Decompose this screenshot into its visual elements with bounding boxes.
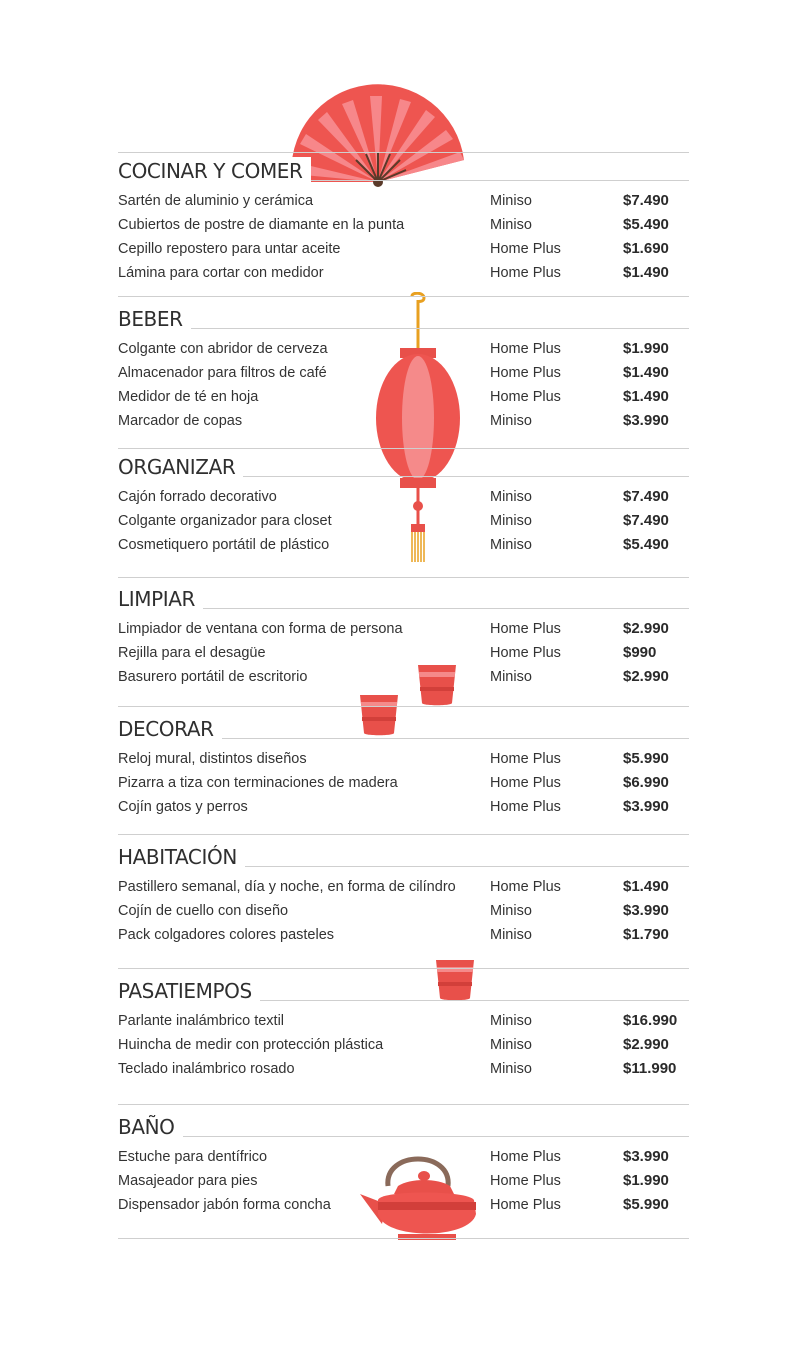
item-row <box>118 617 689 641</box>
item-name: Pack colgadores colores pasteles <box>118 927 335 943</box>
item-store: Home Plus <box>490 241 561 257</box>
item-row <box>118 795 689 819</box>
item-price: $1.490 <box>623 388 669 405</box>
item-store: Miniso <box>490 217 532 233</box>
item-price: $1.990 <box>623 340 669 357</box>
section-title: DECORAR <box>118 715 222 743</box>
menu-section <box>118 715 689 819</box>
item-store: Miniso <box>490 1061 532 1077</box>
item-row <box>118 533 689 557</box>
item-name: Cepillo repostero para untar aceite <box>118 241 341 257</box>
item-row <box>118 899 689 923</box>
item-price: $16.990 <box>623 1012 678 1029</box>
item-price: $2.990 <box>623 620 669 637</box>
item-price: $2.990 <box>623 1036 669 1053</box>
item-store: Home Plus <box>490 1197 561 1213</box>
section-divider <box>118 968 689 969</box>
item-row <box>118 875 689 899</box>
section-title: BEBER <box>118 305 191 333</box>
item-store: Home Plus <box>490 775 561 791</box>
item-list <box>118 747 689 819</box>
item-row <box>118 485 689 509</box>
item-price: $11.990 <box>623 1060 677 1077</box>
section-title: BAÑO <box>118 1113 183 1141</box>
item-name: Reloj mural, distintos diseños <box>118 751 307 767</box>
item-store: Home Plus <box>490 1149 561 1165</box>
item-name: Medidor de té en hoja <box>118 389 259 405</box>
item-store: Home Plus <box>490 389 561 405</box>
item-row <box>118 385 689 409</box>
section-title: ORGANIZAR <box>118 453 243 481</box>
item-store: Home Plus <box>490 621 561 637</box>
menu-section <box>118 585 689 689</box>
item-store: Miniso <box>490 193 532 209</box>
section-header <box>118 157 689 187</box>
item-price: $7.490 <box>623 192 669 209</box>
item-name: Cajón forrado decorativo <box>118 489 277 505</box>
section-header-line <box>118 328 689 329</box>
item-name: Cubiertos de postre de diamante en la punta <box>118 217 405 233</box>
item-price: $1.990 <box>623 1172 669 1189</box>
item-store: Home Plus <box>490 341 561 357</box>
section-header <box>118 1113 689 1143</box>
item-store: Miniso <box>490 513 532 529</box>
item-price: $1.490 <box>623 878 669 895</box>
menu-section <box>118 1113 689 1217</box>
section-divider <box>118 448 689 449</box>
section-header <box>118 977 689 1007</box>
item-price: $3.990 <box>623 798 669 815</box>
item-row <box>118 361 689 385</box>
item-store: Miniso <box>490 903 532 919</box>
section-divider <box>118 577 689 578</box>
item-name: Colgante organizador para closet <box>118 513 332 529</box>
item-price: $3.990 <box>623 902 669 919</box>
item-store: Miniso <box>490 413 532 429</box>
item-store: Miniso <box>490 1013 532 1029</box>
item-store: Home Plus <box>490 645 561 661</box>
item-list <box>118 875 689 947</box>
section-divider <box>118 152 689 153</box>
item-list <box>118 617 689 689</box>
item-price: $5.990 <box>623 750 669 767</box>
item-name: Marcador de copas <box>118 413 243 429</box>
section-divider <box>118 296 689 297</box>
section-header <box>118 453 689 483</box>
item-store: Home Plus <box>490 1173 561 1189</box>
item-list <box>118 189 689 285</box>
item-price: $7.490 <box>623 512 669 529</box>
item-name: Sartén de aluminio y cerámica <box>118 193 314 209</box>
item-row <box>118 1057 689 1081</box>
bottom-divider <box>118 1238 689 1239</box>
section-header <box>118 585 689 615</box>
item-price: $5.490 <box>623 536 669 553</box>
item-store: Miniso <box>490 489 532 505</box>
section-divider <box>118 706 689 707</box>
item-price: $1.490 <box>623 264 669 281</box>
item-name: Teclado inalámbrico rosado <box>118 1061 295 1077</box>
item-price: $1.790 <box>623 926 669 943</box>
menu-section <box>118 977 689 1081</box>
item-name: Cosmetiquero portátil de plástico <box>118 537 330 553</box>
item-price: $1.690 <box>623 240 669 257</box>
item-price: $1.490 <box>623 364 669 381</box>
item-name: Pastillero semanal, día y noche, en forma de cilíndro <box>118 879 456 895</box>
item-price: $990 <box>623 644 657 661</box>
item-row <box>118 337 689 361</box>
item-name: Huincha de medir con protección plástica <box>118 1037 384 1053</box>
item-store: Miniso <box>490 537 532 553</box>
menu-section <box>118 305 689 433</box>
item-price: $5.990 <box>623 1196 669 1213</box>
item-price: $3.990 <box>623 1148 669 1165</box>
menu-section <box>118 157 689 285</box>
section-header <box>118 305 689 335</box>
item-list <box>118 485 689 557</box>
section-title: HABITACIÓN <box>118 843 245 871</box>
item-price: $7.490 <box>623 488 669 505</box>
section-divider <box>118 1104 689 1105</box>
item-name: Lámina para cortar con medidor <box>118 265 324 281</box>
item-row <box>118 1145 689 1169</box>
item-store: Home Plus <box>490 751 561 767</box>
item-row <box>118 509 689 533</box>
item-store: Home Plus <box>490 799 561 815</box>
menu-section <box>118 843 689 947</box>
item-name: Colgante con abridor de cerveza <box>118 341 328 357</box>
item-price: $3.990 <box>623 412 669 429</box>
item-list <box>118 337 689 433</box>
section-title: LIMPIAR <box>118 585 203 613</box>
item-row <box>118 1009 689 1033</box>
item-name: Almacenador para filtros de café <box>118 365 327 381</box>
section-header <box>118 843 689 873</box>
item-price: $6.990 <box>623 774 669 791</box>
item-row <box>118 923 689 947</box>
section-divider <box>118 834 689 835</box>
menu-section <box>118 453 689 557</box>
item-store: Home Plus <box>490 365 561 381</box>
item-row <box>118 1033 689 1057</box>
item-name: Rejilla para el desagüe <box>118 645 266 661</box>
item-row <box>118 665 689 689</box>
item-price: $5.490 <box>623 216 669 233</box>
item-store: Home Plus <box>490 879 561 895</box>
item-name: Parlante inalámbrico textil <box>118 1013 285 1029</box>
item-name: Dispensador jabón forma concha <box>118 1197 331 1213</box>
item-row <box>118 641 689 665</box>
item-name: Limpiador de ventana con forma de persona <box>118 621 403 637</box>
item-row <box>118 213 689 237</box>
item-name: Cojín de cuello con diseño <box>118 903 289 919</box>
item-row <box>118 237 689 261</box>
section-title: COCINAR Y COMER <box>118 157 311 185</box>
section-header-line <box>118 608 689 609</box>
section-header-line <box>118 1136 689 1137</box>
item-row <box>118 1169 689 1193</box>
item-store: Miniso <box>490 1037 532 1053</box>
item-name: Cojín gatos y perros <box>118 799 248 815</box>
item-price: $2.990 <box>623 668 669 685</box>
item-store: Miniso <box>490 927 532 943</box>
item-name: Masajeador para pies <box>118 1173 258 1189</box>
item-list <box>118 1009 689 1081</box>
item-name: Estuche para dentífrico <box>118 1149 268 1165</box>
item-row <box>118 189 689 213</box>
item-list <box>118 1145 689 1217</box>
item-store: Miniso <box>490 669 532 685</box>
item-store: Home Plus <box>490 265 561 281</box>
item-row <box>118 261 689 285</box>
item-row <box>118 747 689 771</box>
item-row <box>118 1193 689 1217</box>
item-name: Pizarra a tiza con terminaciones de madera <box>118 775 398 791</box>
item-name: Basurero portátil de escritorio <box>118 669 308 685</box>
section-title: PASATIEMPOS <box>118 977 260 1005</box>
item-row <box>118 771 689 795</box>
section-header <box>118 715 689 745</box>
item-row <box>118 409 689 433</box>
